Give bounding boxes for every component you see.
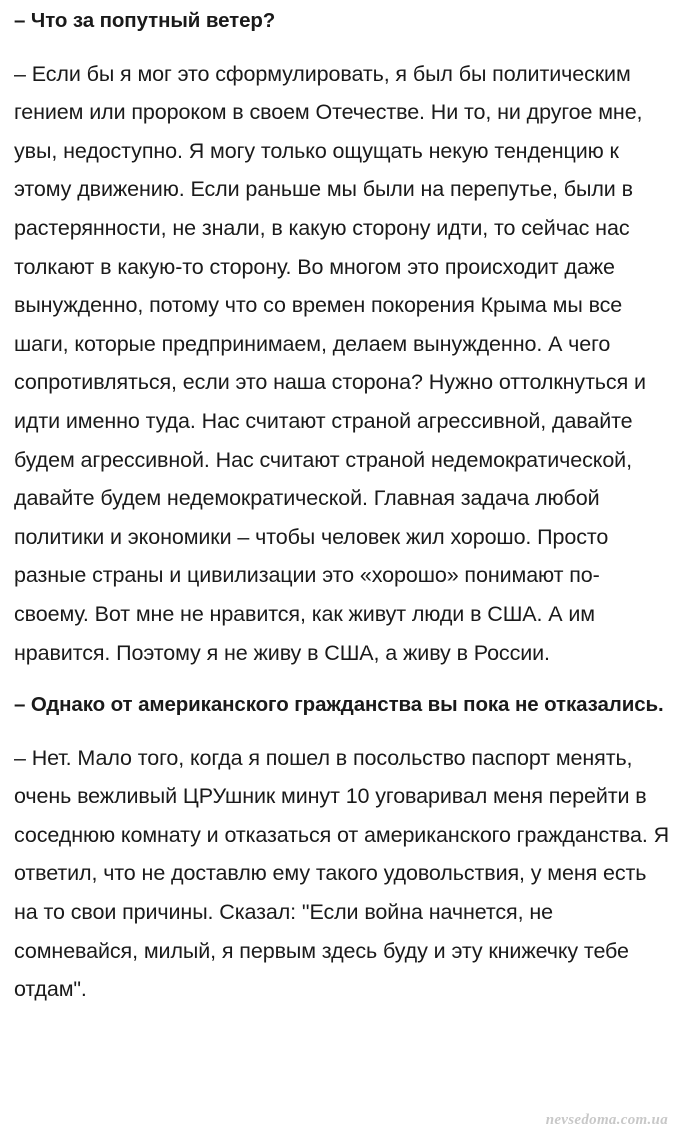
interview-question: – Что за попутный ветер? <box>14 9 276 32</box>
interview-answer: – Нет. Мало того, когда я пошел в посольство паспорт менять, очень вежливый ЦРУшник минут 10 уговаривал меня перейти в соседнюю комнату и отказаться от американского гражданства. Я ответил, что не доставлю ему такого удовольствия, у меня есть на то свои причины. Сказал: "Если война начнется, не сомневайся, милый, я первым здесь буду и эту книжечку тебе отдам". <box>14 745 670 1002</box>
interview-question: – Однако от американского гражданства вы пока не отказались. <box>14 693 664 717</box>
article-body <box>14 0 674 1009</box>
interview-answer: – Если бы я мог это сформулировать, я был бы политическим гением или пророком в своем Отечестве. Ни то, ни другое мне, увы, недоступно. Я могу только ощущать некую тенденцию к этому движению. Если раньше мы были на перепутье, были в растерянности, не знали, в какую сторону идти, то сейчас нас толкают в какую-то сторону. Во многом это происходит даже вынужденно, потому что со времен покорения Крыма мы все шаги, которые предпринимаем, делаем вынужденно. А чего сопротивляться, если это наша сторона? Нужно оттолкнуться и идти именно туда. Нас считают страной агрессивной, давайте будем агрессивной. Нас считают страной недемократической, давайте будем недемократической. Главная задача любой политики и экономики – чтобы человек жил хорошо. Просто разные страны и цивилизации это «хорошо» понимают по-своему. Вот мне не нравится, как живут люди в США. А им нравится. Поэтому я не живу в США, а живу в России. <box>14 61 646 665</box>
site-watermark: nevsedoma.com.ua <box>545 1112 668 1128</box>
